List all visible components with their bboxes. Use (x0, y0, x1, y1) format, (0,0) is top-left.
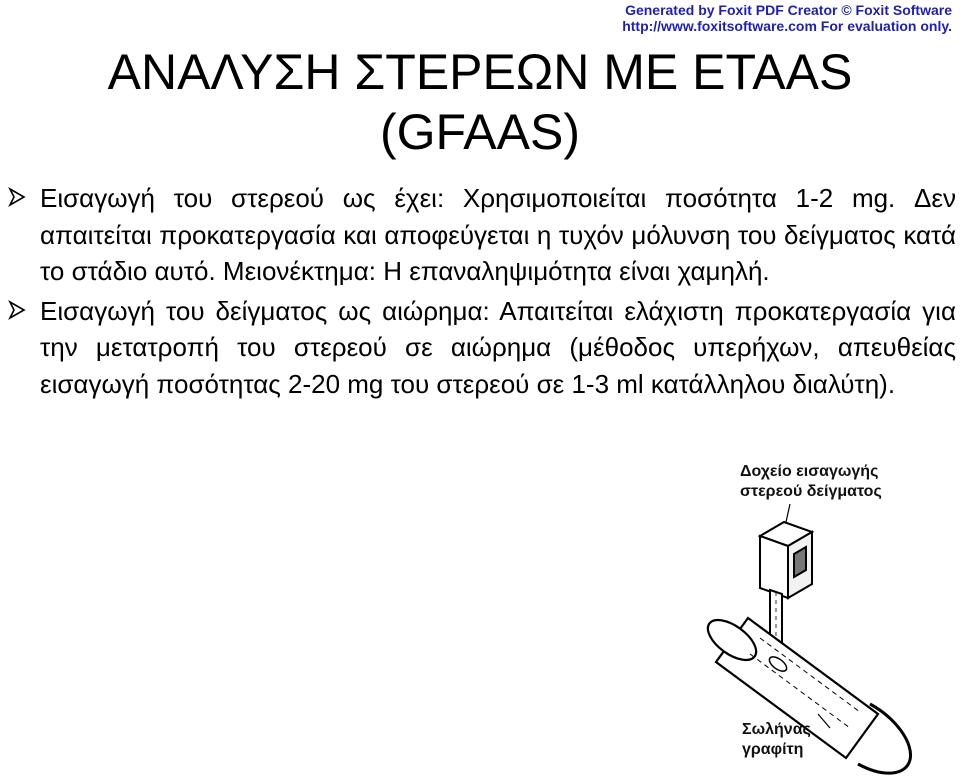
arrow-bullet-icon (6, 186, 28, 208)
sample-container-shape (760, 522, 812, 598)
label-top-line-1: Δοχείο εισαγωγής (740, 463, 879, 480)
title-line-2: (GFAAS) (379, 104, 581, 160)
solid-sampling-figure (690, 458, 960, 782)
bullet-text: Εισαγωγή του στερεού ως έχει: Χρησιμοποιείται ποσότητα 1-2 mg. Δεν απαιτείται προκατεργασία και αποφεύγεται η τυχόν μόλυνση του δείγματος κατά το στάδιο αυτό. Μειονέκτημα: Η επαναληψιμότητα είναι χαμηλή. (40, 183, 956, 286)
watermark-line-1: Generated by Foxit PDF Creator © Foxit Software (625, 2, 952, 18)
label-top-line-2: στερεού δείγματος (740, 483, 882, 500)
figure-label-graphite-tube (742, 720, 811, 760)
page-title (0, 42, 960, 162)
arrow-bullet-icon (6, 299, 28, 321)
bullet-item-slurry (6, 293, 956, 403)
title-line-1: ΑΝΑΛΥΣΗ ΣΤΕΡΕΩΝ ΜΕ ETAAS (107, 44, 853, 100)
label-pointer-line (786, 504, 790, 522)
watermark-line-2: http://www.foxitsoftware.com For evaluation only. (622, 18, 952, 34)
label-bottom-line-2: γραφίτη (742, 741, 804, 758)
foxit-watermark (622, 2, 952, 34)
label-bottom-line-1: Σωλήνας (742, 721, 811, 738)
bullet-text: Εισαγωγή του δείγματος ως αιώρημα: Απαιτείται ελάχιστη προκατεργασία για την μετατροπή του στερεού σε αιώρημα (μέθοδος υπερήχων, απευθείας εισαγωγή ποσότητας 2-20 mg του στερεού σε 1-3 ml κατάλληλου διαλύτη). (40, 295, 956, 399)
bullet-list (6, 180, 956, 402)
graphite-tube-diagram (690, 458, 960, 782)
bullet-item-solid-direct (6, 180, 956, 290)
